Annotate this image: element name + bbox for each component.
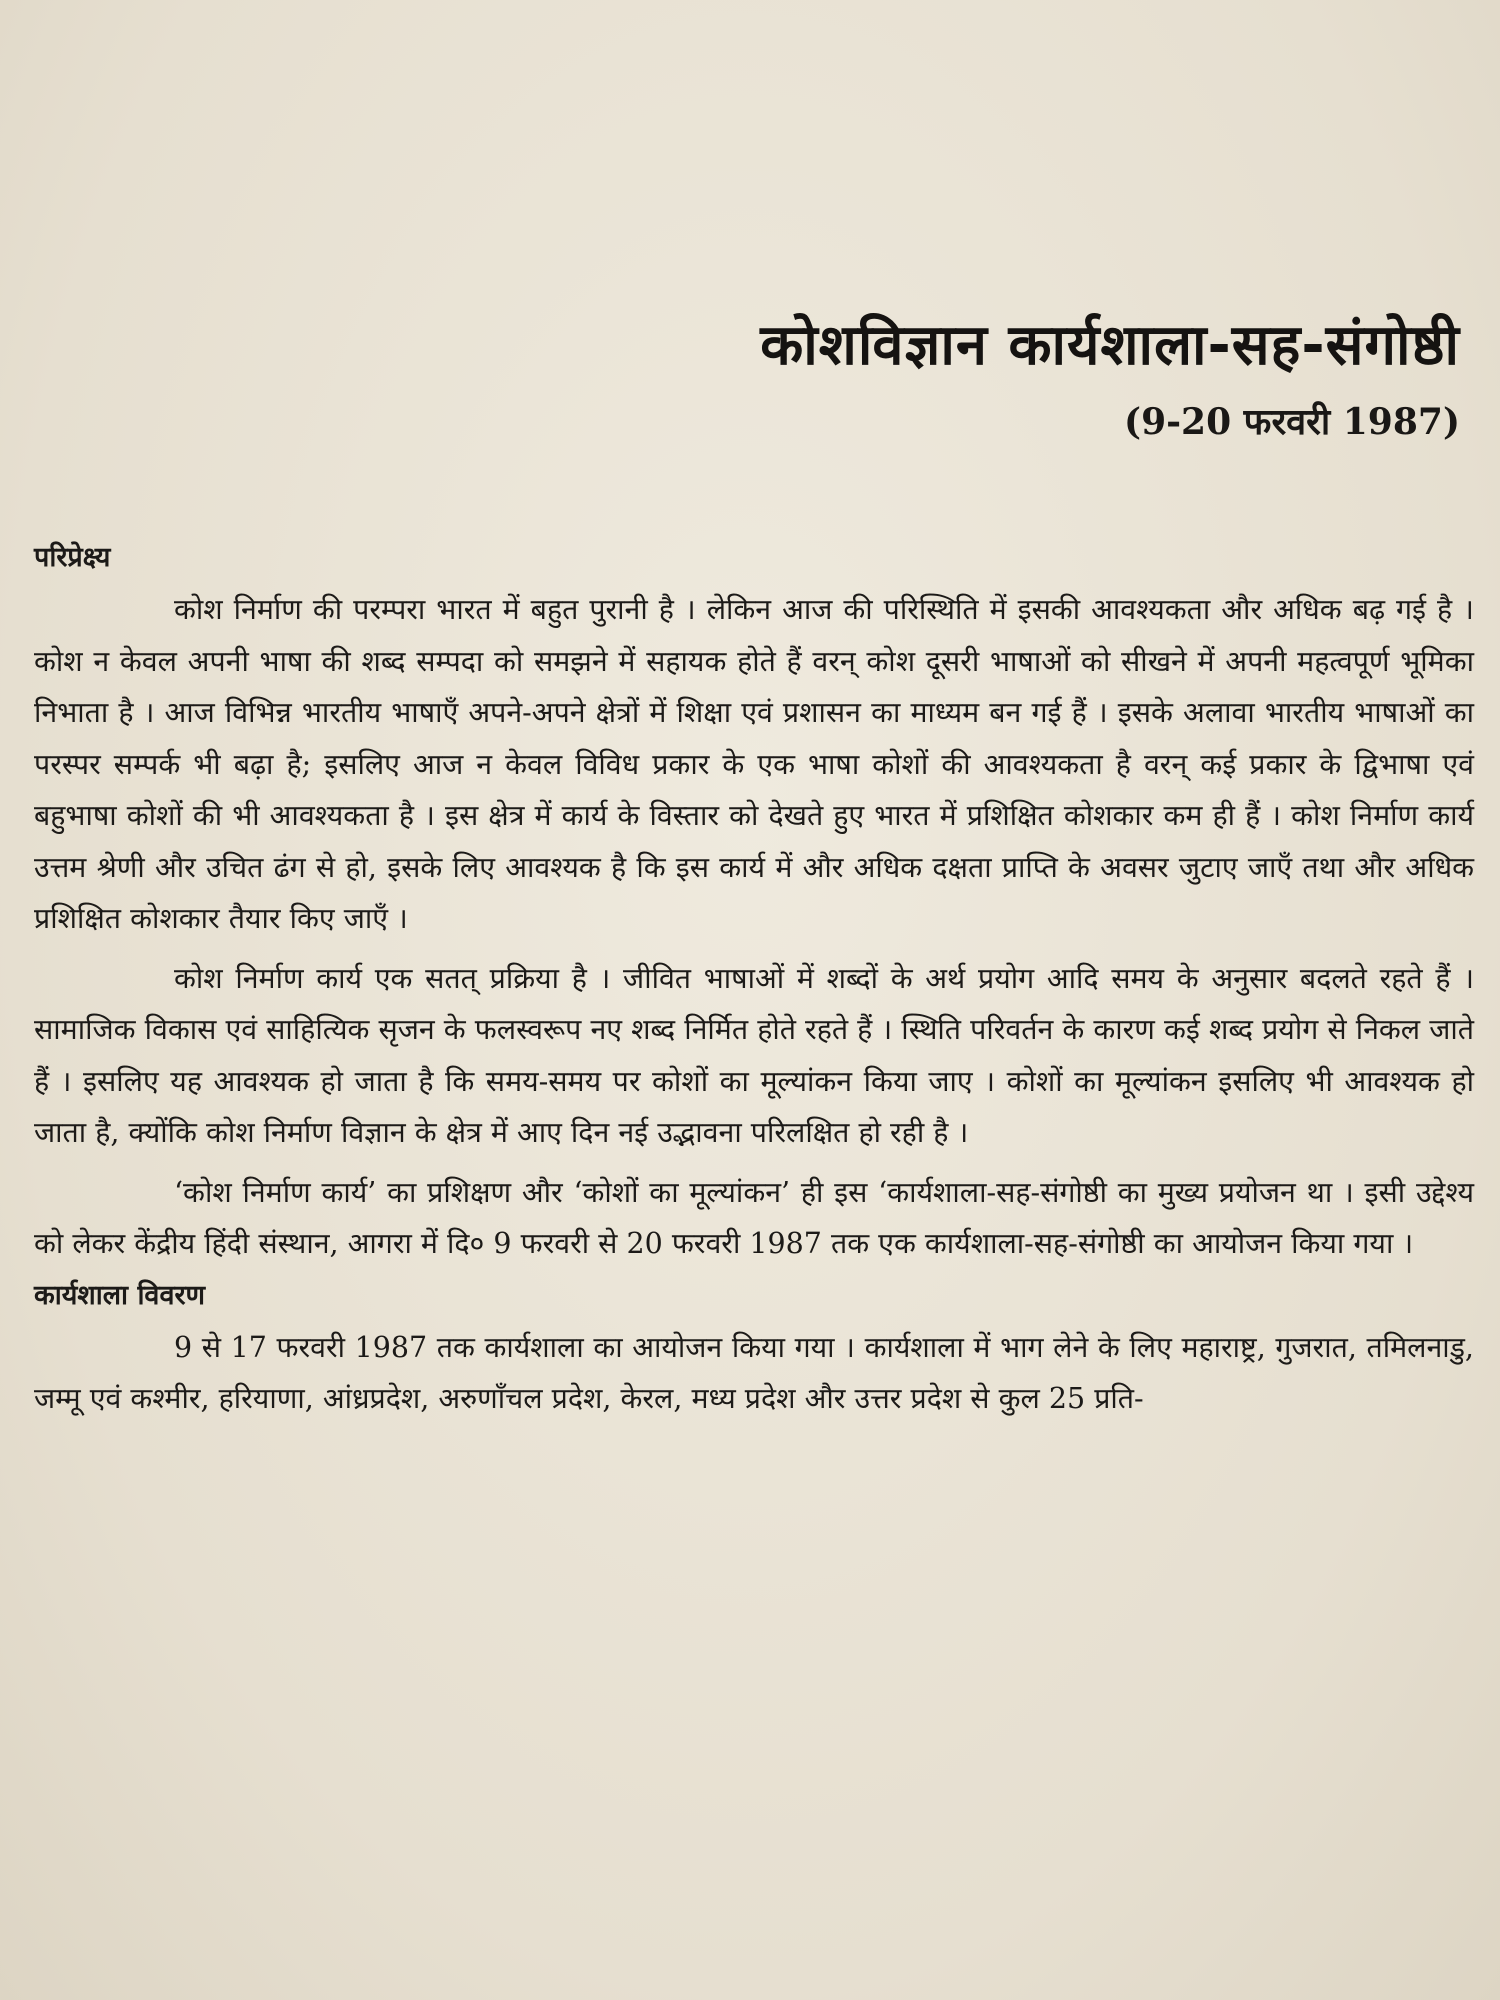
paragraph-perspective-2: कोश निर्माण कार्य एक सतत् प्रक्रिया है । जीवित भाषाओं में शब्दों के अर्थ प्रयोग आदि समय के अनुसार बदलते रहते हैं । सामाजिक विकास एवं साहित्यिक सृजन के फलस्वरूप नए शब्द निर्मित होते रहते हैं । स्थिति परिवर्तन के कारण कई शब्द प्रयोग से निकल जाते हैं । इसलिए यह आवश्यक हो जाता है कि समय-समय पर कोशों का मूल्यांकन किया जाए । कोशों का मूल्यांकन इसलिए भी आवश्यक हो जाता है, क्योंकि कोश निर्माण विज्ञान के क्षेत्र में आए दिन नई उद्भावना परिलक्षित हो रही है ।: [34, 961, 1474, 1149]
paragraph-perspective-3: ‘कोश निर्माण कार्य’ का प्रशिक्षण और ‘कोशों का मूल्यांकन’ ही इस ‘कार्यशाला-सह-संगोष्ठी का मुख्य प्रयोजन था । इसी उद्देश्य को लेकर केंद्रीय हिंदी संस्थान, आगरा में दि० 9 फरवरी से 20 फरवरी 1987 तक एक कार्यशाला-सह-संगोष्ठी का आयोजन किया गया ।: [34, 1175, 1474, 1260]
document-body: [34, 538, 1474, 1425]
section-heading-perspective: परिप्रेक्ष्य: [34, 542, 111, 573]
paragraph-perspective-1: कोश निर्माण की परम्परा भारत में बहुत पुरानी है । लेकिन आज की परिस्थिति में इसकी आवश्यकता और अधिक बढ़ गई है । कोश न केवल अपनी भाषा की शब्द सम्पदा को समझने में सहायक होते हैं वरन् कोश दूसरी भाषाओं को सीखने में अपनी महत्वपूर्ण भूमिका निभाता है । आज विभिन्न भारतीय भाषाएँ अपने-अपने क्षेत्रों में शिक्षा एवं प्रशासन का माध्यम बन गई हैं । इसके अलावा भारतीय भाषाओं का परस्पर सम्पर्क भी बढ़ा है; इसलिए आज न केवल विविध प्रकार के एक भाषा कोशों की आवश्यकता है वरन् कई प्रकार के द्विभाषा एवं बहुभाषा कोशों की भी आवश्यकता है । इस क्षेत्र में कार्य के विस्तार को देखते हुए भारत में प्रशिक्षित कोशकार कम ही हैं । कोश निर्माण कार्य उत्तम श्रेणी और उचित ढंग से हो, इसके लिए आवश्यक है कि इस कार्य में और अधिक दक्षता प्राप्ति के अवसर जुटाए जाएँ तथा और अधिक प्रशिक्षित कोशकार तैयार किए जाएँ ।: [34, 593, 1474, 935]
section-heading-workshop: कार्यशाला विवरण: [34, 1279, 206, 1311]
document-title: कोशविज्ञान कार्यशाला-सह-संगोष्ठी: [760, 313, 1460, 378]
paragraph-workshop-1: 9 से 17 फरवरी 1987 तक कार्यशाला का आयोजन किया गया । कार्यशाला में भाग लेने के लिए महाराष्ट्र, गुजरात, तमिलनाडु, जम्मू एवं कश्मीर, हरियाणा, आंध्रप्रदेश, अरुणाँचल प्रदेश, केरल, मध्य प्रदेश और उत्तर प्रदेश से कुल 25 प्रति-: [34, 1330, 1474, 1415]
document-dates: (9-20 फरवरी 1987): [1124, 401, 1460, 443]
